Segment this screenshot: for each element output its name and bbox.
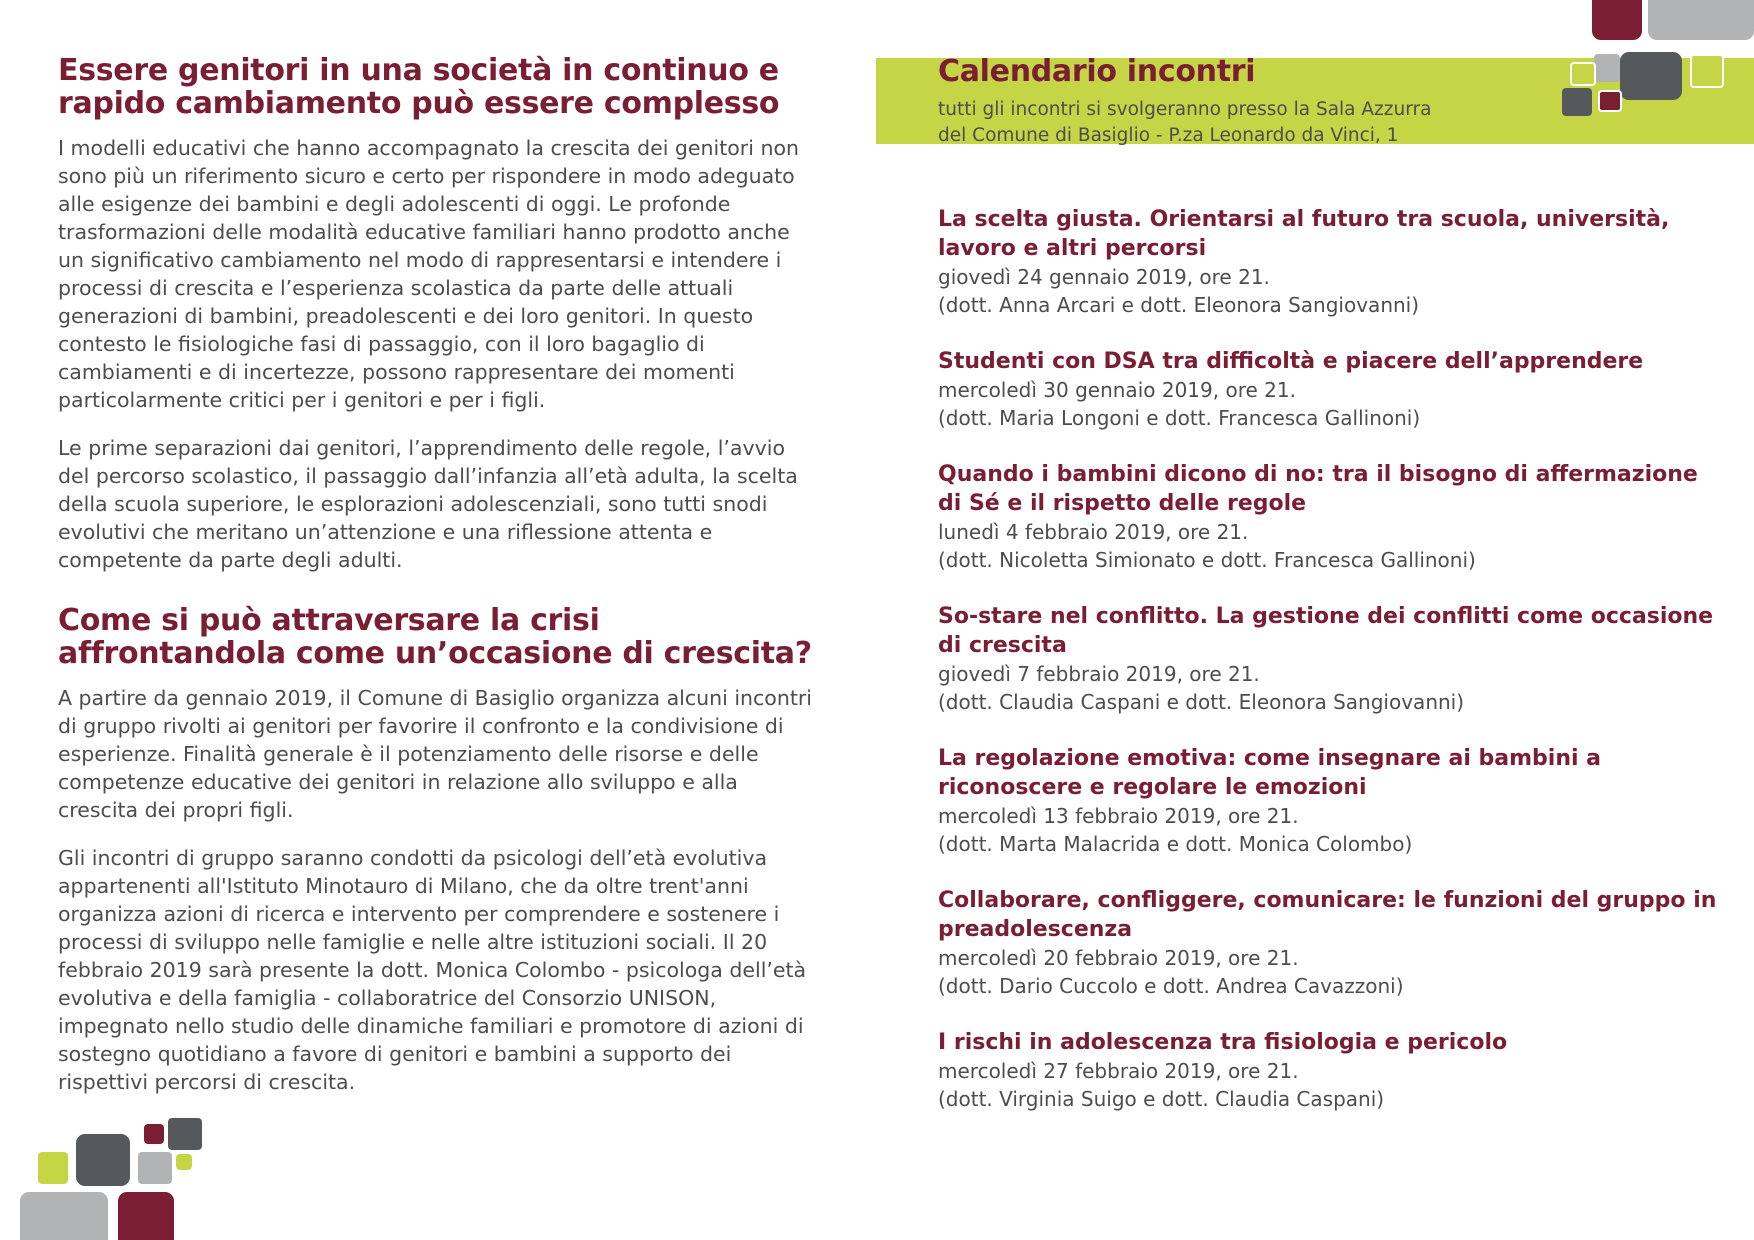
- event-speakers: (dott. Marta Malacrida e dott. Monica Colombo): [938, 832, 1413, 856]
- paragraph-models: I modelli educativi che hanno accompagnato la crescita dei genitori non sono più un riferimento sicuro e certo per rispondere in modo adeguato alle esigenze dei bambini e degli adolescenti di oggi. Le profonde trasformazioni delle modalità educative familiari hanno prodotto anche un significativo cambiamento nel modo di rappresentarsi e intendere i processi di crescita e l’esperienza scolastica da parte delle attuali generazioni di bambini, preadolescenti e dei loro genitori. In questo contesto le fisiologiche fasi di passaggio, con il loro bagaglio di cambiamenti e di incertezze, possono rappresentare dei momenti particolarmente critici per i genitori e per i figli.: [58, 136, 799, 412]
- event-speakers: (dott. Virginia Suigo e dott. Claudia Caspani): [938, 1087, 1385, 1111]
- calendar-title: Calendario incontri: [938, 54, 1256, 89]
- paragraph-meetings: A partire da gennaio 2019, il Comune di Basiglio organizza alcuni incontri di gruppo rivolti ai genitori per favorire il confronto e la condivisione di esperienze. Finalità generale è il potenziamento delle risorse e delle competenze educative dei genitori in relazione allo sviluppo e alla crescita dei propri figli.: [58, 686, 812, 822]
- event-title: Quando i bambini dicono di no: tra il bisogno di affermazione di Sé e il rispetto delle regole: [938, 462, 1698, 516]
- event-item: [938, 205, 1718, 319]
- heading-parenting: Essere genitori in una società in continuo e rapido cambiamento può essere complesso: [58, 53, 780, 121]
- square-maroon-small: [1598, 90, 1622, 112]
- square-darkgray-big: [1620, 52, 1682, 100]
- event-date: mercoledì 27 febbraio 2019, ore 21.: [938, 1059, 1299, 1083]
- event-item: [938, 886, 1718, 1000]
- calendar-subtitle-line-2: del Comune di Basiglio - P.za Leonardo da Vinci, 1: [938, 125, 1399, 146]
- paragraph-separations: Le prime separazioni dai genitori, l’apprendimento delle regole, l’avvio del percorso scolastico, il passaggio dall’infanzia all’età adulta, la scelta della scuola superiore, le esplorazioni adolescenziali, sono tutti snodi evolutivi che meritano un’attenzione e una riflessione attenta e competente da parte degli adulti.: [58, 436, 798, 572]
- event-date: lunedì 4 febbraio 2019, ore 21.: [938, 520, 1249, 544]
- event-title: La regolazione emotiva: come insegnare ai bambini a riconoscere e regolare le emozioni: [938, 746, 1602, 800]
- left-column: [58, 54, 818, 1116]
- event-title: Collaborare, confliggere, comunicare: le funzioni del gruppo in preadolescenza: [938, 888, 1717, 942]
- event-item: [938, 744, 1718, 858]
- calendar-subtitle-line-1: tutti gli incontri si svolgeranno presso la Sala Azzurra: [938, 99, 1432, 120]
- event-item: [938, 1028, 1718, 1113]
- event-item: [938, 347, 1718, 432]
- event-speakers: (dott. Claudia Caspani e dott. Eleonora Sangiovanni): [938, 690, 1465, 714]
- event-title: Studenti con DSA tra difficoltà e piacere dell’apprendere: [938, 349, 1644, 374]
- square-lime-right: [1690, 54, 1724, 88]
- paragraph-conductors: Gli incontri di gruppo saranno condotti da psicologi dell’età evolutiva appartenenti all'Istituto Minotauro di Milano, che da oltre trent'anni organizza azioni di ricerca e intervento per comprendere e sostenere i processi di sviluppo nelle famiglie e nelle altre istituzioni sociali. Il 20 febbraio 2019 sarà presente la dott. Monica Colombo - psicologa dell’età evolutiva e della famiglia - collaboratrice del Consorzio UNISON, impegnato nello studio delle dinamiche familiari e promotore di azioni di sostegno quotidiano a favore di genitori e bambini a supporto dei rispettivi percorsi di crescita.: [58, 846, 807, 1094]
- event-speakers: (dott. Dario Cuccolo e dott. Andrea Cavazzoni): [938, 974, 1404, 998]
- square-lightgray-mid: [1594, 54, 1620, 82]
- event-date: giovedì 24 gennaio 2019, ore 21.: [938, 265, 1270, 289]
- square-darkgray-tiny: [168, 1118, 202, 1150]
- square-maroon-tiny: [144, 1124, 164, 1144]
- event-item: [938, 460, 1718, 574]
- square-darkgray-small: [1562, 88, 1592, 116]
- event-title: I rischi in adolescenza tra fisiologia e pericolo: [938, 1030, 1508, 1055]
- event-item: [938, 602, 1718, 716]
- square-lightgray-small: [138, 1152, 172, 1184]
- square-maroon-top: [1592, 0, 1642, 40]
- square-lightgray-bottom: [20, 1192, 108, 1240]
- event-date: mercoledì 30 gennaio 2019, ore 21.: [938, 378, 1296, 402]
- heading-crisis: Come si può attraversare la crisi affrontandola come un’occasione di crescita?: [58, 603, 812, 671]
- square-lime-tiny: [176, 1154, 192, 1170]
- event-title: La scelta giusta. Orientarsi al futuro tra scuola, università, lavoro e altri percorsi: [938, 207, 1670, 261]
- square-darkgray-bottom: [76, 1134, 130, 1186]
- event-date: mercoledì 13 febbraio 2019, ore 21.: [938, 804, 1299, 828]
- event-speakers: (dott. Maria Longoni e dott. Francesca Gallinoni): [938, 406, 1421, 430]
- square-lightgray-top: [1648, 0, 1754, 40]
- event-speakers: (dott. Anna Arcari e dott. Eleonora Sangiovanni): [938, 293, 1420, 317]
- event-date: giovedì 7 febbraio 2019, ore 21.: [938, 662, 1260, 686]
- calendar-subtitle: [938, 97, 1538, 149]
- event-title: So-stare nel conflitto. La gestione dei conflitti come occasione di crescita: [938, 604, 1714, 658]
- event-date: mercoledì 20 febbraio 2019, ore 21.: [938, 946, 1299, 970]
- square-maroon-bottom: [118, 1192, 174, 1240]
- event-list: [938, 205, 1718, 1141]
- square-lime-small: [38, 1152, 68, 1184]
- event-speakers: (dott. Nicoletta Simionato e dott. Francesca Gallinoni): [938, 548, 1476, 572]
- square-lime-outline: [1570, 62, 1596, 86]
